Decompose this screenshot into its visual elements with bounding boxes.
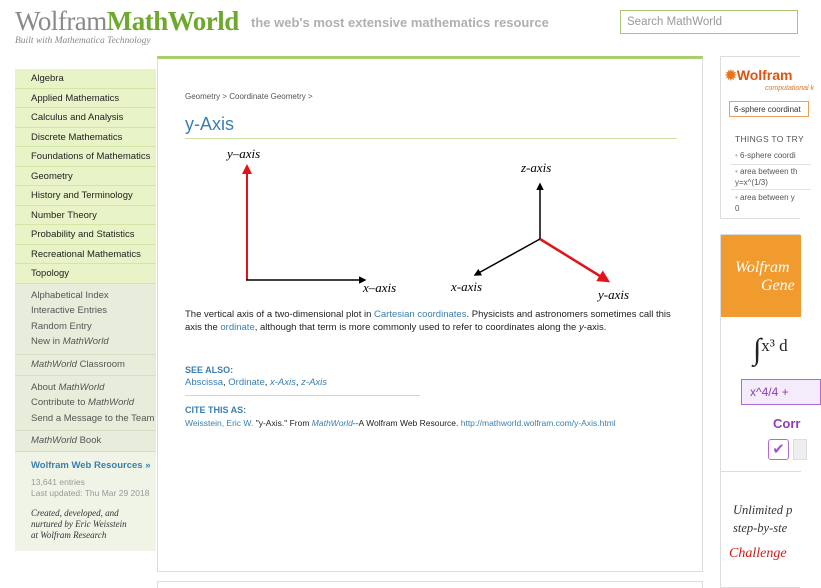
link-ordinate-see-also[interactable]: Ordinate	[228, 377, 265, 388]
cite-title: "y-Axis." From	[253, 418, 312, 428]
see-also-heading: SEE ALSO:	[185, 365, 234, 375]
sidebar-alphabetical-index[interactable]: Alphabetical Index	[31, 289, 109, 301]
contribute-prefix: Contribute to	[31, 397, 89, 408]
logo-wolfram-text: Wolfram	[15, 6, 107, 36]
sidebar-send-message[interactable]: Send a Message to the Team	[31, 412, 155, 424]
sidebar-item-applied-mathematics[interactable]: Applied Mathematics	[15, 89, 156, 109]
z-axis-3d-label: z-axis	[521, 160, 552, 175]
wolfram-alpha-widget	[720, 56, 815, 219]
new-italic: MathWorld	[62, 336, 109, 347]
breadcrumb-end: >	[305, 92, 313, 101]
ad-divider	[721, 471, 801, 472]
unlimited-text: Unlimited p	[733, 503, 793, 517]
about-prefix: About	[31, 381, 59, 393]
wolfram-alpha-brand-text: Wolfram	[736, 67, 793, 83]
breadcrumb-geometry[interactable]: Geometry	[185, 92, 221, 101]
sidebar-item-recreational[interactable]: Recreational Mathematics	[15, 245, 156, 265]
cite-mathworld: MathWorld	[311, 418, 353, 428]
entry-count: 13,641 entries	[31, 477, 85, 487]
try-example-3-line-2: 0	[735, 204, 740, 213]
see-also-links	[185, 377, 327, 388]
credit-line-2: nurtured by Eric Weisstein	[31, 519, 127, 529]
see-also-sep: ,	[295, 377, 302, 388]
try-example-1-text: 6-sphere coordi	[740, 151, 796, 160]
new-prefix: New in	[31, 336, 63, 347]
try-example-3[interactable]	[735, 192, 795, 214]
checkmark-icon[interactable]: ✔	[768, 439, 789, 460]
desc-part-2: . Physicists and astronomers sometimes call this axis the	[185, 309, 671, 333]
last-updated: Last updated: Thu Mar 29 2018	[31, 488, 150, 498]
integral-sign-icon: ∫	[753, 333, 762, 366]
sidebar-item-algebra[interactable]: Algebra	[15, 69, 156, 89]
wolfram-alpha-subtitle: computational k	[765, 85, 815, 92]
problem-generator-title-1: Wolfram	[735, 259, 790, 276]
credit-text	[31, 508, 156, 541]
link-x-axis-text: x-Axis	[270, 377, 296, 388]
classroom-suffix: Classroom	[76, 358, 125, 370]
x-axis-3d-label: x-axis	[451, 279, 483, 294]
desc-y: y	[578, 321, 584, 333]
x-axis-label: x–axis	[363, 280, 397, 295]
link-x-axis[interactable]	[270, 377, 296, 388]
see-also-sep: ,	[264, 377, 271, 388]
link-cartesian-coordinates[interactable]: Cartesian coordinates	[374, 309, 467, 320]
sidebar-item-history[interactable]: History and Terminology	[15, 186, 156, 206]
link-ordinate[interactable]: ordinate	[220, 321, 255, 333]
sidebar-nav	[15, 69, 156, 551]
mathworld-logo[interactable]	[15, 6, 239, 46]
bullet-icon: •	[735, 167, 741, 176]
see-also-divider	[185, 395, 420, 396]
problem-generator-title-2: Gene	[761, 277, 795, 294]
credit-line-3: at Wolfram Research	[31, 530, 107, 540]
sidebar-classroom[interactable]	[15, 355, 156, 376]
sidebar-about-group	[15, 376, 156, 432]
link-z-axis-text: z-Axis	[301, 377, 328, 388]
secondary-button[interactable]	[793, 439, 807, 460]
breadcrumb-sep: >	[220, 92, 230, 101]
logo-mathworld-text: MathWorld	[106, 6, 239, 36]
logo-tagline: Built with Mathematica Technology	[15, 36, 151, 46]
correct-label: Corr	[773, 416, 801, 431]
try-example-2-line-2: y=x^(1/3)	[735, 178, 768, 187]
sidebar-new-in-mathworld[interactable]	[31, 334, 156, 350]
sidebar-contribute[interactable]	[31, 395, 156, 411]
credit-line-1: Created, developed, and	[31, 508, 119, 518]
wolfram-web-resources-link[interactable]: Wolfram Web Resources »	[31, 460, 151, 471]
answer-input[interactable]: x^4/4 +	[741, 379, 821, 405]
breadcrumb-coordinate-geometry[interactable]: Coordinate Geometry	[229, 92, 306, 101]
try-example-1[interactable]	[735, 150, 796, 161]
sidebar-item-probability[interactable]: Probability and Statistics	[15, 225, 156, 245]
classroom-italic: MathWorld	[31, 358, 77, 370]
cite-url-link[interactable]: http://mathworld.wolfram.com/y-Axis.html	[460, 418, 616, 428]
cite-author-link[interactable]: Weisstein, Eric W.	[185, 418, 254, 428]
desc-part-3: , although that term is more commonly used to refer to coordinates along the	[254, 321, 579, 333]
sidebar-item-topology[interactable]: Topology	[15, 264, 156, 284]
try-example-3-line-1: area between y	[740, 193, 795, 202]
challenge-text: Challenge	[729, 546, 787, 561]
y-axis-3d-label: y-axis	[598, 287, 630, 302]
sidebar-random-entry[interactable]: Random Entry	[31, 320, 92, 332]
breadcrumb	[185, 92, 313, 101]
try-example-2-line-1: area between th	[740, 167, 798, 176]
integral-expression: x³ d	[761, 336, 788, 355]
main-content	[157, 56, 703, 572]
see-also-sep: ,	[223, 377, 229, 388]
citation	[185, 418, 616, 428]
sidebar-book[interactable]	[15, 431, 156, 452]
wolfram-alpha-brand[interactable]	[725, 67, 792, 84]
bullet-icon: •	[735, 193, 741, 202]
desc-part-4: -axis.	[583, 321, 607, 333]
cite-heading: CITE THIS AS:	[185, 405, 247, 415]
title-divider	[185, 138, 677, 139]
sidebar-interactive-entries[interactable]: Interactive Entries	[31, 305, 108, 316]
link-abscissa[interactable]: Abscissa	[185, 377, 224, 388]
sidebar-resources	[15, 452, 156, 551]
sidebar-item-foundations[interactable]: Foundations of Mathematics	[15, 147, 156, 167]
site-tagline: the web's most extensive mathematics resource	[251, 15, 549, 30]
step-by-step-text: step-by-ste	[733, 521, 788, 535]
x-axis-3d-line	[475, 239, 540, 275]
sidebar-item-number-theory[interactable]: Number Theory	[15, 206, 156, 226]
sidebar-item-discrete-mathematics[interactable]: Discrete Mathematics	[15, 128, 156, 148]
link-z-axis[interactable]	[301, 377, 327, 388]
sidebar-browse-group	[15, 284, 156, 355]
sidebar-item-geometry[interactable]: Geometry	[15, 167, 156, 187]
try-separator	[731, 164, 811, 165]
try-separator	[731, 189, 811, 190]
bullet-icon: •	[735, 151, 741, 160]
integral-problem	[753, 333, 788, 367]
about-italic: MathWorld	[58, 381, 105, 393]
wolfram-alpha-star-icon: ✹	[725, 67, 737, 83]
things-to-try-heading: THINGS TO TRY	[735, 134, 804, 144]
axes-figure	[185, 141, 675, 301]
book-italic: MathWorld	[31, 435, 77, 446]
entry-description	[185, 309, 675, 334]
problem-generator-ad[interactable]	[720, 234, 800, 588]
desc-part-1: The vertical axis of a two-dimensional plot in	[185, 309, 375, 320]
contribute-italic: MathWorld	[88, 397, 134, 408]
try-example-2[interactable]	[735, 166, 797, 188]
y-axis-3d-line	[540, 239, 608, 281]
book-suffix: Book	[76, 435, 102, 446]
sidebar-item-calculus[interactable]: Calculus and Analysis	[15, 108, 156, 128]
sidebar-about[interactable]	[31, 380, 156, 396]
page-title: y-Axis	[185, 114, 234, 134]
wolfram-alpha-query-input[interactable]: 6-sphere coordinat	[729, 101, 809, 117]
y-axis-label: y–axis	[227, 146, 261, 161]
footer-panel-edge	[157, 581, 703, 588]
cite-rest: --A Wolfram Web Resource.	[352, 418, 461, 428]
search-input[interactable]: Search MathWorld	[620, 10, 798, 34]
